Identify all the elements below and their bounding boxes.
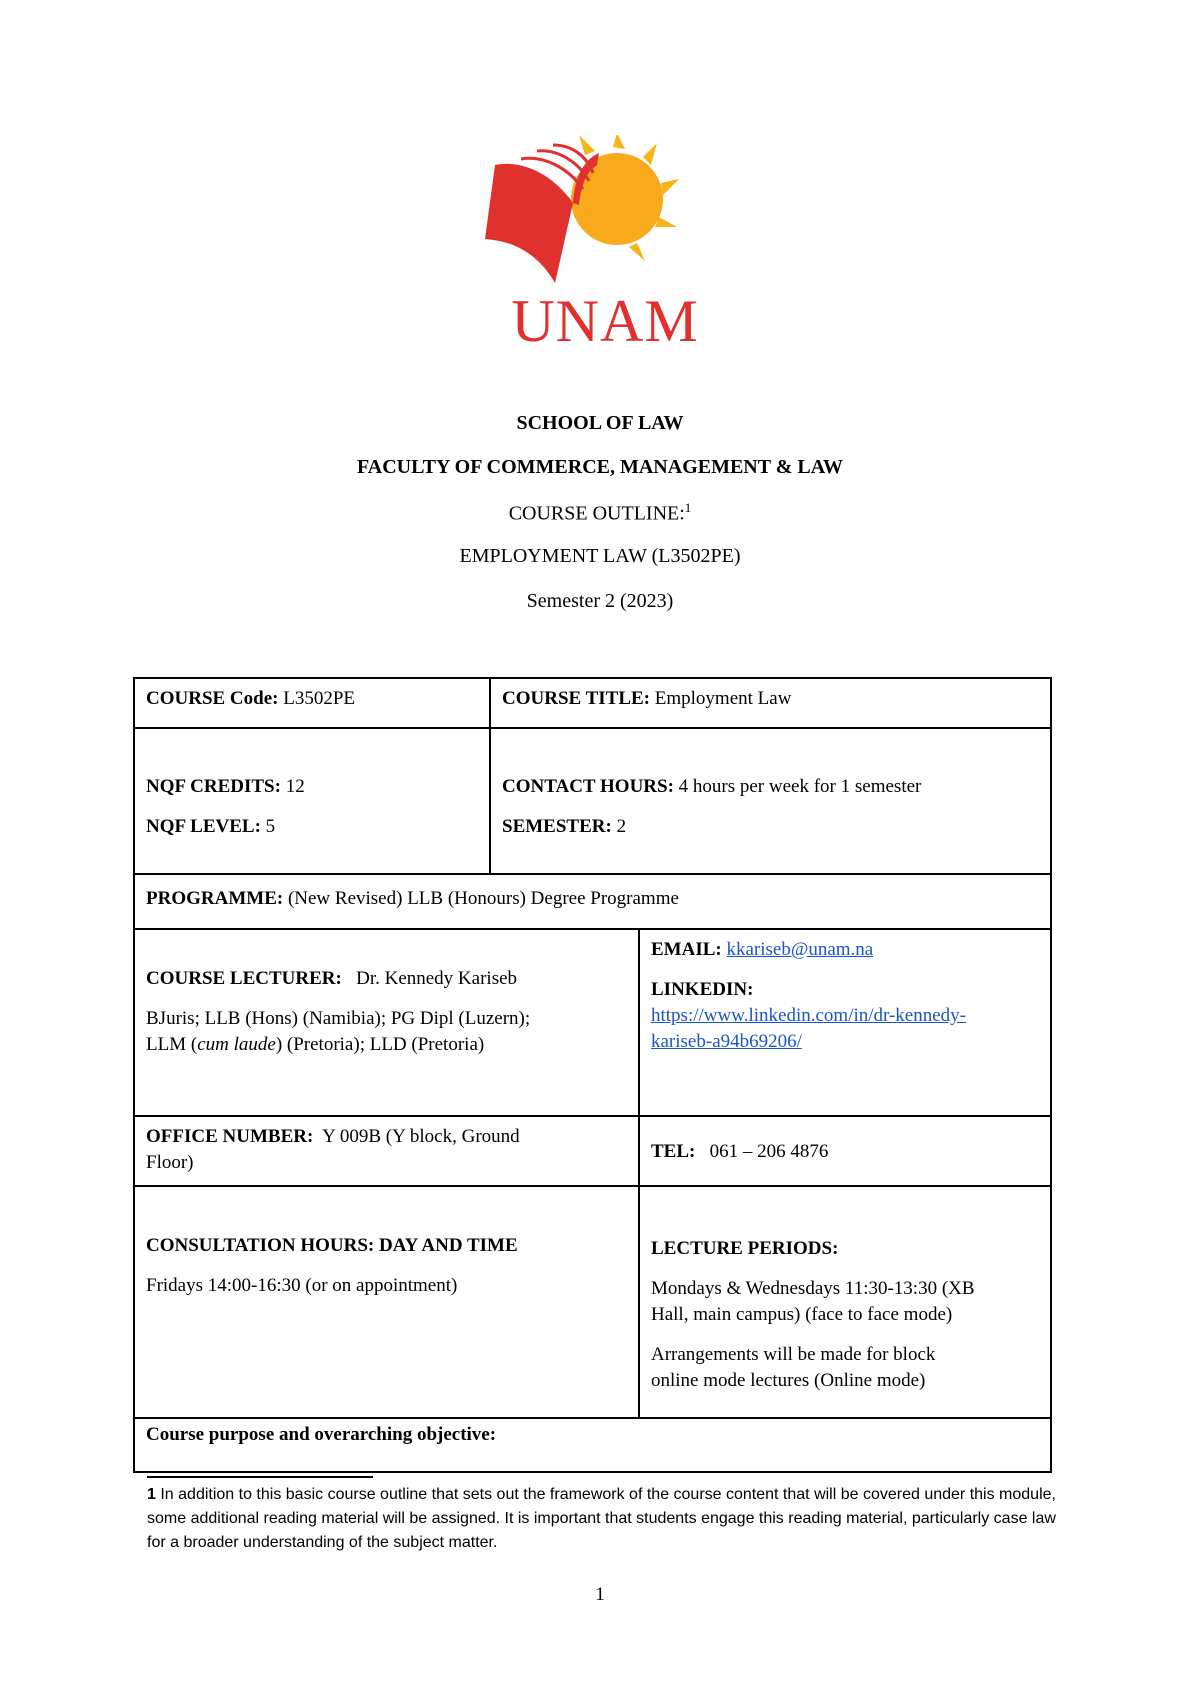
lecturer-name: Dr. Kennedy Kariseb xyxy=(356,968,518,989)
contact-hours-label: CONTACT HOURS: xyxy=(502,776,674,797)
office-value-1: Y 009B (Y block, Ground xyxy=(322,1126,520,1147)
outline-label: COURSE OUTLINE: xyxy=(508,502,685,525)
contact-cell xyxy=(491,774,1051,840)
lecturer-row xyxy=(146,966,624,992)
lecturer-label: COURSE LECTURER: xyxy=(146,968,342,989)
course-outline-heading xyxy=(0,500,1200,526)
linkedin-link[interactable] xyxy=(651,1003,1039,1055)
footnote-number: 1 xyxy=(147,1486,156,1503)
consultation-value: Fridays 14:00-16:30 (or on appointment) xyxy=(146,1275,458,1296)
contact-details-cell xyxy=(640,937,1050,1055)
lecturer-qualifications xyxy=(146,1006,624,1058)
footnote-text: In addition to this basic course outline that sets out the framework of the course content that will be covered under this module, some additional reading material will be assigned. It is important that students engage this reading material, particularly case law for a broader understanding of the subject matter. xyxy=(147,1486,1056,1551)
footnote xyxy=(147,1483,1061,1555)
lecture-periods-cell xyxy=(640,1236,1050,1394)
consultation-cell xyxy=(135,1233,635,1299)
course-code-cell xyxy=(135,686,485,712)
email-row xyxy=(651,937,1039,963)
page-number: 1 xyxy=(595,1584,605,1605)
footnote-separator xyxy=(147,1476,373,1478)
nqf-cell xyxy=(135,774,485,840)
course-title-cell xyxy=(491,686,1051,712)
contact-hours xyxy=(502,774,1040,800)
book-sun-icon xyxy=(485,135,725,285)
nqf-level-label: NQF LEVEL: xyxy=(146,816,261,837)
qualifications-line-2a: LLM ( xyxy=(146,1034,198,1055)
footnote-ref[interactable]: 1 xyxy=(684,500,692,515)
qualifications-line-1: BJuris; LLB (Hons) (Namibia); PG Dipl (Luzern); xyxy=(146,1008,531,1029)
nqf-credits-value: 12 xyxy=(285,776,305,797)
lecture-line-1b: Hall, main campus) (face to face mode) xyxy=(651,1304,953,1325)
semester-value: 2 xyxy=(616,816,627,837)
email-link[interactable]: kkariseb@unam.na xyxy=(726,939,874,960)
lecturer-cell xyxy=(135,966,635,1058)
lecture-line-2b: online mode lectures (Online mode) xyxy=(651,1370,926,1391)
lecture-periods-face-to-face xyxy=(651,1276,1039,1328)
course-code-value: L3502PE xyxy=(283,688,356,709)
lecture-periods-online xyxy=(651,1342,1039,1394)
office-label: OFFICE NUMBER: xyxy=(146,1126,314,1147)
unam-logo xyxy=(485,135,725,355)
tel-cell xyxy=(640,1139,1050,1165)
school-heading: SCHOOL OF LAW xyxy=(516,412,684,434)
semester-label: SEMESTER: xyxy=(502,816,612,837)
linkedin-link-line-1[interactable]: https://www.linkedin.com/in/dr-kennedy- xyxy=(651,1005,967,1026)
nqf-level-value: 5 xyxy=(265,816,276,837)
course-name-heading: EMPLOYMENT LAW (L3502PE) xyxy=(459,545,741,567)
course-title-value: Employment Law xyxy=(654,688,792,709)
tel-label: TEL: xyxy=(651,1141,696,1162)
lecture-line-2a: Arrangements will be made for block xyxy=(651,1344,936,1365)
logo-text: UNAM xyxy=(511,288,699,354)
lecture-periods-label: LECTURE PERIODS: xyxy=(651,1238,839,1259)
nqf-credits xyxy=(146,774,474,800)
course-purpose-label: Course purpose and overarching objective: xyxy=(146,1424,497,1445)
qualifications-line-2b: ) (Pretoria); LLD (Pretoria) xyxy=(275,1034,485,1055)
nqf-credits-label: NQF CREDITS: xyxy=(146,776,281,797)
consultation-label: CONSULTATION HOURS: DAY AND TIME xyxy=(146,1235,518,1256)
semester-row xyxy=(502,814,1040,840)
linkedin-link-line-2[interactable]: kariseb-a94b69206/ xyxy=(651,1031,802,1052)
linkedin-label: LINKEDIN: xyxy=(651,979,754,1000)
office-cell xyxy=(135,1124,635,1176)
faculty-heading: FACULTY OF COMMERCE, MANAGEMENT & LAW xyxy=(357,456,843,478)
programme-cell xyxy=(135,886,1050,912)
email-label: EMAIL: xyxy=(651,939,722,960)
contact-hours-value: 4 hours per week for 1 semester xyxy=(678,776,922,797)
nqf-level xyxy=(146,814,474,840)
lecture-line-1a: Mondays & Wednesdays 11:30-13:30 (XB xyxy=(651,1278,975,1299)
course-title-label: COURSE TITLE: xyxy=(502,688,651,709)
tel-value: 061 – 206 4876 xyxy=(709,1141,829,1162)
semester-heading: Semester 2 (2023) xyxy=(526,590,674,612)
course-code-label: COURSE Code: xyxy=(146,688,279,709)
programme-value: (New Revised) LLB (Honours) Degree Programme xyxy=(287,888,679,909)
programme-label: PROGRAMME: xyxy=(146,888,284,909)
qualifications-line-2-italic: cum laude xyxy=(197,1034,276,1055)
office-value-2: Floor) xyxy=(146,1152,194,1173)
